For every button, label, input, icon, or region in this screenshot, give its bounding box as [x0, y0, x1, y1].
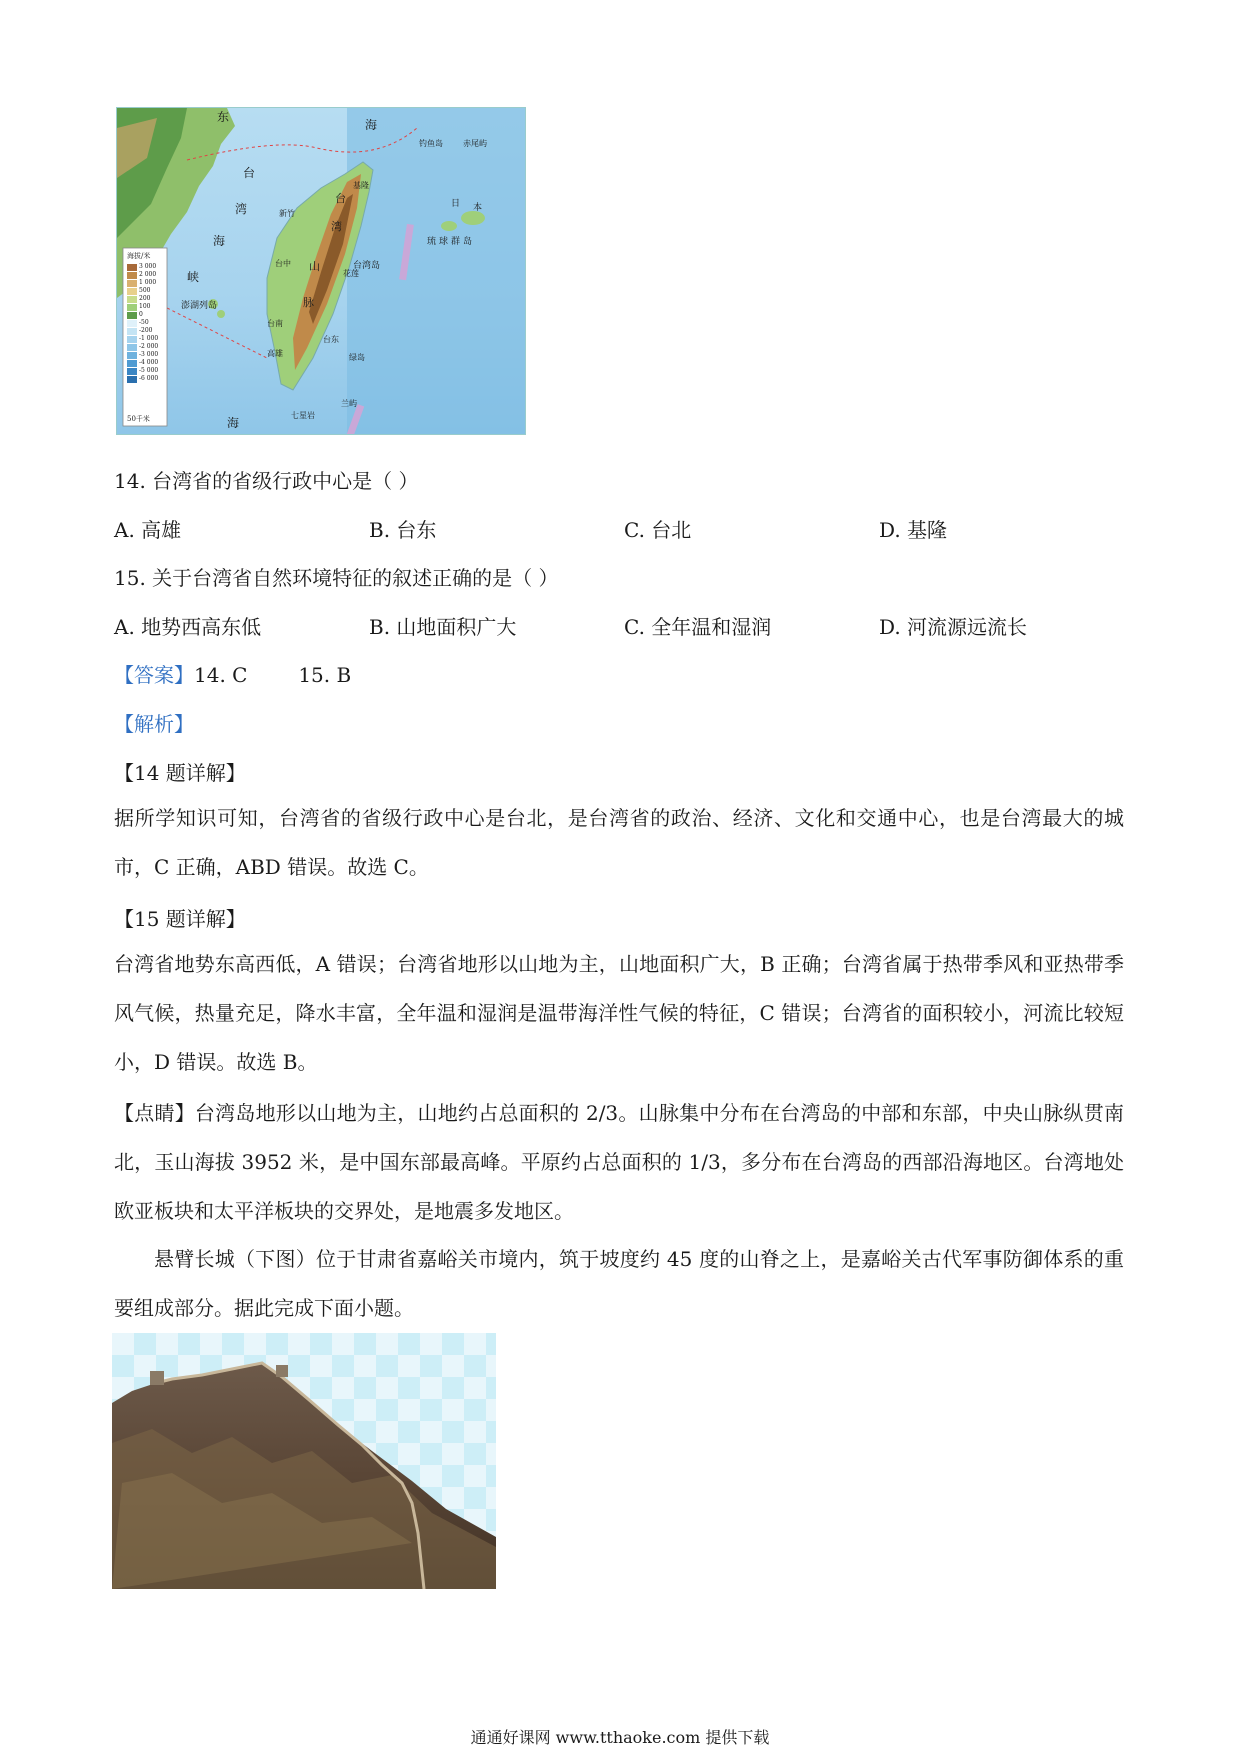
great-wall-illustration: [112, 1333, 496, 1589]
question-15-option-b: B. 山地面积广大: [369, 615, 517, 639]
question-15-option-d: D. 河流源远流长: [879, 615, 1028, 639]
intro-text: 悬臂长城（下图）位于甘肃省嘉峪关市境内，筑于坡度约 45 度的山脊之上，是嘉峪关古代军事防御体系的重要组成部分。据此完成下面小题。: [114, 1247, 1124, 1320]
map-scale: 50千米: [127, 415, 150, 423]
map-label: 球: [439, 237, 449, 247]
map-legend-values: [139, 263, 158, 383]
map-label: 台东: [323, 335, 339, 344]
map-label: 钓鱼岛: [419, 139, 443, 148]
map-label: 海: [227, 416, 240, 430]
question-14-option-b: B. 台东: [369, 518, 437, 542]
question-15-option-a: A. 地势西高东低: [114, 615, 262, 639]
legend-value: -6 000: [139, 375, 159, 382]
question-15-option-c: C. 全年温和湿润: [624, 615, 772, 639]
legend-value: -200: [139, 327, 153, 334]
answer-line: [114, 661, 351, 689]
question-14-option-c: C. 台北: [624, 518, 692, 542]
analysis-tag: 【解析】: [114, 712, 194, 736]
legend-value: -2 000: [139, 343, 159, 350]
map-label: 基隆: [353, 181, 369, 190]
map-label: 脉: [303, 296, 314, 309]
map-label: 绿岛: [349, 353, 365, 362]
detail-14-title: 【14 题详解】: [114, 761, 246, 785]
map-label: 台: [335, 192, 346, 205]
map-label: 群: [451, 237, 461, 247]
detail-15-text: 台湾省地势东高西低，A 错误；台湾省地形以山地为主，山地面积广大，B 正确；台湾省属于热带季风和亚热带季风气候，热量充足，降水丰富，全年温和湿润是温带海洋性气候的特征，C 错误；台湾省的面积较小，河流比较短小，D 错误。故选 B。: [114, 952, 1124, 1074]
map-label: 湾: [331, 220, 342, 233]
map-label: 新竹: [279, 209, 295, 218]
map-label: 台湾岛: [353, 261, 381, 271]
map-label: 台南: [267, 319, 283, 328]
map-label: 本: [473, 203, 483, 213]
legend-value: 200: [139, 295, 151, 302]
legend-value: 500: [139, 287, 151, 294]
map-label: 台: [243, 166, 256, 180]
legend-value: 0: [139, 311, 143, 318]
map-label: 日: [451, 199, 461, 209]
map-label: 台中: [275, 259, 291, 268]
map-label: 澎湖列岛: [181, 301, 218, 311]
dianjing-text: 【点睛】台湾岛地形以山地为主，山地约占总面积的 2/3。山脉集中分布在台湾岛的中部和东部，中央山脉纵贯南北，玉山海拔 3952 米，是中国东部最高峰。平原约占总面积的 1/3，多分布在台湾岛的西部沿海地区。台湾地处欧亚板块和太平洋板块的交界处，是地震多发地区。: [114, 1101, 1124, 1223]
map-label: 东: [217, 110, 230, 124]
legend-value: 3 000: [139, 263, 157, 270]
footer-credit: 通通好课网 www.tthaoke.com 提供下载: [470, 1728, 770, 1747]
map-legend-title: 海拔/米: [127, 252, 151, 260]
map-label: 海: [213, 234, 226, 248]
map-label: 花莲: [343, 269, 359, 278]
legend-value: -1 000: [139, 335, 159, 342]
map-label: 峡: [187, 270, 200, 284]
detail-15-title: 【15 题详解】: [114, 907, 246, 931]
map-label: 七星岩: [291, 411, 315, 420]
great-wall-photo: [112, 1333, 496, 1589]
question-15-stem: 15. 关于台湾省自然环境特征的叙述正确的是（ ）: [114, 566, 559, 590]
map-label: 山: [309, 260, 320, 273]
map-label: 湾: [235, 202, 248, 216]
legend-value: 1 000: [139, 279, 157, 286]
taiwan-topographic-map: [116, 107, 526, 435]
map-graphic: [117, 108, 525, 434]
answer-tag: 【答案】: [114, 663, 194, 687]
legend-value: -3 000: [139, 351, 159, 358]
map-legend-swatches: [127, 264, 137, 383]
map-label: 高雄: [267, 349, 283, 358]
legend-value: -5 000: [139, 367, 159, 374]
legend-value: 2 000: [139, 271, 157, 278]
question-14-option-a: A. 高雄: [114, 518, 182, 542]
map-label: 赤尾屿: [463, 139, 487, 148]
answer-text: 14. C 15. B: [194, 663, 352, 687]
legend-value: -4 000: [139, 359, 159, 366]
question-14-option-d: D. 基隆: [879, 518, 948, 542]
map-label: 岛: [463, 237, 473, 247]
map-label: 兰屿: [341, 399, 357, 408]
legend-value: 100: [139, 303, 151, 310]
legend-value: -50: [139, 319, 149, 326]
map-label: 海: [365, 118, 378, 132]
question-14-stem: 14. 台湾省的省级行政中心是（ ）: [114, 469, 419, 493]
detail-14-text: 据所学知识可知，台湾省的省级行政中心是台北，是台湾省的政治、经济、文化和交通中心，也是台湾最大的城市，C 正确，ABD 错误。故选 C。: [114, 806, 1124, 879]
map-label: 琉: [427, 237, 437, 247]
